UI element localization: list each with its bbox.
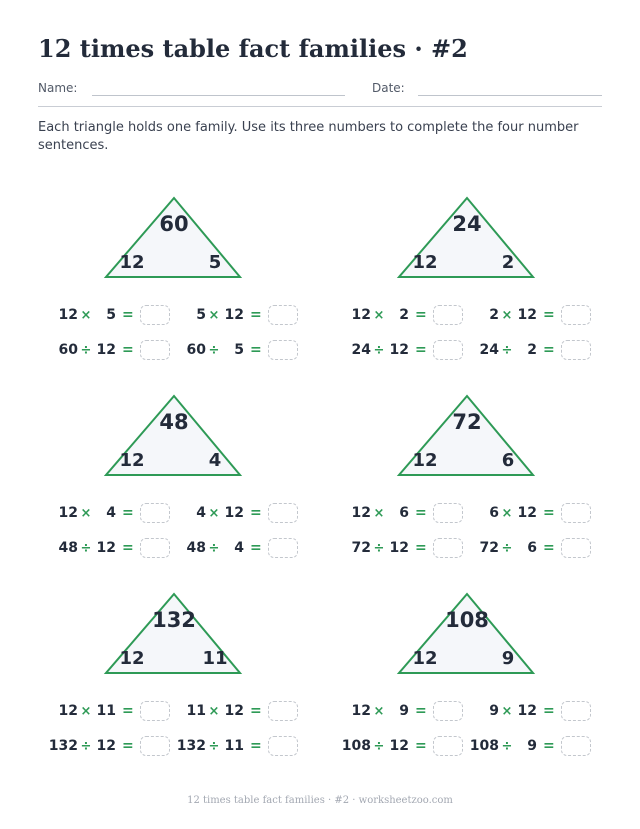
answer-box[interactable] xyxy=(268,340,298,360)
number-sentence xyxy=(341,304,463,326)
triangle-factor-a: 12 xyxy=(412,450,438,471)
fact-family xyxy=(341,388,640,578)
operand-1: 132 xyxy=(48,738,78,754)
operand-1: 12 xyxy=(351,307,371,323)
fact-triangle xyxy=(48,586,298,682)
operator-sign: ÷ xyxy=(80,540,92,556)
operand-1: 2 xyxy=(489,307,499,323)
operand-1: 4 xyxy=(196,505,206,521)
operand-2: 4 xyxy=(234,540,244,556)
number-sentence xyxy=(469,339,591,361)
fact-triangle xyxy=(341,388,591,484)
equals-sign: = xyxy=(415,307,427,323)
number-sentence xyxy=(341,735,463,757)
triangle-factor-a: 12 xyxy=(119,450,145,471)
operand-1: 72 xyxy=(479,540,499,556)
fact-triangle xyxy=(48,388,298,484)
triangle-product: 60 xyxy=(159,212,189,236)
operand-1: 72 xyxy=(351,540,371,556)
equals-sign: = xyxy=(122,307,134,323)
number-sentence xyxy=(48,537,170,559)
instructions-text: Each triangle holds one family. Use its three numbers to complete the four number sentences. xyxy=(38,120,579,153)
equals-sign: = xyxy=(122,540,134,556)
operand-2: 5 xyxy=(234,342,244,358)
answer-box[interactable] xyxy=(140,305,170,325)
number-sentence xyxy=(469,700,591,722)
operand-2: 12 xyxy=(389,540,409,556)
fact-family xyxy=(341,586,640,776)
equals-sign: = xyxy=(250,540,262,556)
answer-box[interactable] xyxy=(433,701,463,721)
operand-1: 11 xyxy=(186,703,206,719)
operand-2: 12 xyxy=(517,307,537,323)
equals-sign: = xyxy=(122,703,134,719)
operand-2: 2 xyxy=(399,307,409,323)
number-sentence xyxy=(341,700,463,722)
answer-box[interactable] xyxy=(561,305,591,325)
page-title: 12 times table fact families · #2 xyxy=(38,34,468,63)
answer-box[interactable] xyxy=(433,503,463,523)
operand-2: 11 xyxy=(96,703,116,719)
number-sentence xyxy=(48,735,170,757)
fact-family xyxy=(48,190,348,380)
fact-family xyxy=(48,586,348,776)
page-footer: 12 times table fact families · #2 · worksheetzoo.com xyxy=(187,795,453,806)
operator-sign: × xyxy=(501,703,513,719)
number-sentence xyxy=(48,304,170,326)
number-sentence xyxy=(341,339,463,361)
equals-sign: = xyxy=(250,738,262,754)
operand-1: 6 xyxy=(489,505,499,521)
header-divider xyxy=(38,106,602,107)
operand-1: 132 xyxy=(176,738,206,754)
operand-1: 48 xyxy=(186,540,206,556)
name-field-line[interactable] xyxy=(92,95,345,96)
operand-2: 4 xyxy=(106,505,116,521)
operand-2: 6 xyxy=(399,505,409,521)
answer-box[interactable] xyxy=(561,736,591,756)
number-sentence xyxy=(176,502,298,524)
operand-1: 12 xyxy=(58,307,78,323)
number-sentence xyxy=(176,537,298,559)
answer-box[interactable] xyxy=(561,538,591,558)
operand-1: 12 xyxy=(58,703,78,719)
operator-sign: × xyxy=(80,703,92,719)
number-sentence xyxy=(48,502,170,524)
equals-sign: = xyxy=(250,342,262,358)
triangle-factor-b: 2 xyxy=(501,252,515,273)
equals-sign: = xyxy=(543,342,555,358)
operator-sign: ÷ xyxy=(208,540,220,556)
operator-sign: × xyxy=(80,307,92,323)
answer-box[interactable] xyxy=(433,340,463,360)
operand-2: 12 xyxy=(517,505,537,521)
answer-box[interactable] xyxy=(140,736,170,756)
operand-1: 12 xyxy=(351,505,371,521)
operand-2: 12 xyxy=(517,703,537,719)
number-sentence xyxy=(341,502,463,524)
answer-box[interactable] xyxy=(268,305,298,325)
operator-sign: ÷ xyxy=(373,540,385,556)
equals-sign: = xyxy=(415,505,427,521)
operator-sign: ÷ xyxy=(208,738,220,754)
operand-1: 9 xyxy=(489,703,499,719)
triangle-product: 132 xyxy=(152,608,196,632)
number-sentence xyxy=(176,735,298,757)
operator-sign: × xyxy=(208,307,220,323)
equals-sign: = xyxy=(543,738,555,754)
number-sentence xyxy=(48,339,170,361)
operand-1: 24 xyxy=(479,342,499,358)
triangle-factor-a: 12 xyxy=(119,252,145,273)
answer-box[interactable] xyxy=(268,736,298,756)
operator-sign: ÷ xyxy=(80,738,92,754)
operator-sign: ÷ xyxy=(501,540,513,556)
fact-family xyxy=(48,388,348,578)
number-sentence xyxy=(48,700,170,722)
operator-sign: × xyxy=(208,703,220,719)
triangle-factor-a: 12 xyxy=(412,648,438,669)
operand-1: 108 xyxy=(341,738,371,754)
operand-1: 60 xyxy=(186,342,206,358)
operand-2: 12 xyxy=(96,738,116,754)
number-sentence xyxy=(469,304,591,326)
operator-sign: × xyxy=(373,505,385,521)
triangle-factor-a: 12 xyxy=(412,252,438,273)
operand-2: 12 xyxy=(224,307,244,323)
operand-2: 12 xyxy=(224,703,244,719)
triangle-factor-b: 5 xyxy=(208,252,222,273)
operand-1: 60 xyxy=(58,342,78,358)
operand-2: 9 xyxy=(399,703,409,719)
operand-2: 2 xyxy=(527,342,537,358)
operand-1: 24 xyxy=(351,342,371,358)
operator-sign: ÷ xyxy=(80,342,92,358)
equals-sign: = xyxy=(250,505,262,521)
date-label: Date: xyxy=(372,81,405,95)
operand-2: 9 xyxy=(527,738,537,754)
operand-2: 5 xyxy=(106,307,116,323)
triangle-product: 108 xyxy=(445,608,489,632)
answer-box[interactable] xyxy=(433,538,463,558)
number-sentence xyxy=(341,537,463,559)
answer-box[interactable] xyxy=(268,538,298,558)
operator-sign: × xyxy=(208,505,220,521)
triangle-product: 24 xyxy=(452,212,482,236)
equals-sign: = xyxy=(250,703,262,719)
answer-box[interactable] xyxy=(561,340,591,360)
equals-sign: = xyxy=(543,703,555,719)
operator-sign: ÷ xyxy=(373,342,385,358)
number-sentence xyxy=(176,339,298,361)
number-sentence xyxy=(176,304,298,326)
equals-sign: = xyxy=(543,540,555,556)
operator-sign: × xyxy=(80,505,92,521)
operand-2: 6 xyxy=(527,540,537,556)
operand-2: 11 xyxy=(224,738,244,754)
equals-sign: = xyxy=(543,505,555,521)
fact-triangle xyxy=(48,190,298,286)
equals-sign: = xyxy=(415,738,427,754)
answer-box[interactable] xyxy=(268,503,298,523)
operand-1: 12 xyxy=(351,703,371,719)
answer-box[interactable] xyxy=(561,503,591,523)
triangle-product: 72 xyxy=(452,410,482,434)
triangle-factor-b: 9 xyxy=(501,648,515,669)
operator-sign: ÷ xyxy=(501,738,513,754)
answer-box[interactable] xyxy=(140,701,170,721)
equals-sign: = xyxy=(415,342,427,358)
answer-box[interactable] xyxy=(140,538,170,558)
number-sentence xyxy=(176,700,298,722)
equals-sign: = xyxy=(122,738,134,754)
triangle-factor-b: 6 xyxy=(501,450,515,471)
triangle-factor-b: 4 xyxy=(208,450,222,471)
operator-sign: ÷ xyxy=(208,342,220,358)
operator-sign: × xyxy=(501,505,513,521)
operator-sign: × xyxy=(373,307,385,323)
name-label: Name: xyxy=(38,81,78,95)
number-sentence xyxy=(469,502,591,524)
equals-sign: = xyxy=(122,342,134,358)
fact-family xyxy=(341,190,640,380)
triangle-factor-a: 12 xyxy=(119,648,145,669)
operator-sign: ÷ xyxy=(373,738,385,754)
operand-2: 12 xyxy=(96,540,116,556)
equals-sign: = xyxy=(122,505,134,521)
operand-1: 12 xyxy=(58,505,78,521)
answer-box[interactable] xyxy=(140,340,170,360)
operand-2: 12 xyxy=(96,342,116,358)
equals-sign: = xyxy=(250,307,262,323)
number-sentence xyxy=(469,537,591,559)
operand-2: 12 xyxy=(389,342,409,358)
fact-triangle xyxy=(341,586,591,682)
equals-sign: = xyxy=(415,703,427,719)
equals-sign: = xyxy=(543,307,555,323)
operator-sign: ÷ xyxy=(501,342,513,358)
answer-box[interactable] xyxy=(140,503,170,523)
answer-box[interactable] xyxy=(433,736,463,756)
operand-1: 48 xyxy=(58,540,78,556)
number-sentence xyxy=(469,735,591,757)
answer-box[interactable] xyxy=(268,701,298,721)
operand-2: 12 xyxy=(224,505,244,521)
operator-sign: × xyxy=(501,307,513,323)
answer-box[interactable] xyxy=(433,305,463,325)
date-field-line[interactable] xyxy=(418,95,602,96)
triangle-product: 48 xyxy=(159,410,189,434)
operand-2: 12 xyxy=(389,738,409,754)
answer-box[interactable] xyxy=(561,701,591,721)
operator-sign: × xyxy=(373,703,385,719)
triangle-factor-b: 11 xyxy=(202,648,228,669)
operand-1: 108 xyxy=(469,738,499,754)
operand-1: 5 xyxy=(196,307,206,323)
fact-triangle xyxy=(341,190,591,286)
equals-sign: = xyxy=(415,540,427,556)
